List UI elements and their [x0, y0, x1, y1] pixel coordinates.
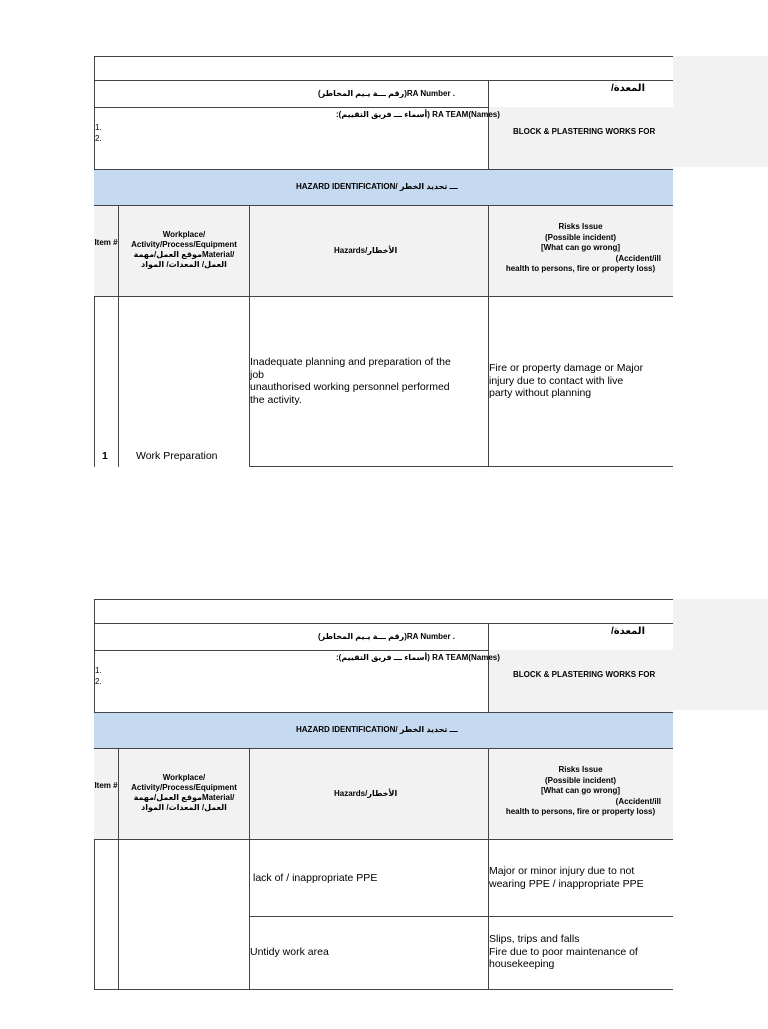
- divider: [94, 296, 673, 297]
- row-risks: Fire or property damage or Major injury due to contact with live party without planning: [489, 362, 644, 399]
- team-member-1: 1.: [95, 123, 102, 132]
- divider: [94, 107, 488, 108]
- form-page-2: [0, 599, 768, 1029]
- row-workplace: Work Preparation: [136, 450, 218, 462]
- col-risks-header: Risks Issue (Possible incident) [What can go wrong] (Accident/ill health to persons, fire or property loss): [505, 765, 661, 816]
- ra-number-label: (رقم ـــة يـيم المخاطر)RA Number .: [318, 632, 456, 641]
- divider: [488, 80, 489, 169]
- divider: [94, 599, 673, 600]
- row-hazards: Inadequate planning and preparation of the job unauthorised working personnel performed the activity.: [250, 356, 451, 406]
- divider: [94, 623, 673, 624]
- row-hazards: Untidy work area: [250, 946, 329, 958]
- team-member-2: 2.: [95, 134, 102, 143]
- equipment-label: /المعدة: [611, 626, 645, 637]
- divider: [94, 56, 673, 57]
- grey-margin: [673, 56, 768, 167]
- work-title-cell: [488, 650, 673, 712]
- divider: [94, 650, 488, 651]
- ra-number-label: (رقم ـــة يـيم المخاطر)RA Number .: [318, 89, 456, 98]
- ra-team-label: :(أسماء ـــ فريق التقييم) RA TEAM(Names): [336, 110, 500, 119]
- divider: [250, 916, 673, 917]
- section-title: HAZARD IDENTIFICATION/ ـــ تحديد الخطر: [296, 182, 458, 191]
- col-item-header: Item #: [94, 781, 118, 790]
- equipment-label: /المعدة: [611, 83, 645, 94]
- divider: [488, 206, 489, 467]
- col-item-header: Item #: [94, 238, 118, 247]
- team-member-2: 2.: [95, 677, 102, 686]
- row-risks: Slips, trips and falls Fire due to poor maintenance of housekeeping: [489, 933, 638, 970]
- grey-margin: [673, 599, 768, 710]
- work-title-cell: [488, 107, 673, 169]
- divider: [249, 206, 250, 467]
- col-hazards-header: Hazards/الأخطار: [334, 789, 398, 798]
- row-hazards: lack of / inappropriate PPE: [253, 872, 378, 884]
- divider: [118, 749, 119, 990]
- col-hazards-header: Hazards/الأخطار: [334, 246, 398, 255]
- divider: [94, 839, 673, 840]
- work-title: BLOCK & PLASTERING WORKS FOR: [513, 670, 656, 679]
- divider: [118, 206, 119, 467]
- ra-team-label: :(أسماء ـــ فريق التقييم) RA TEAM(Names): [336, 653, 500, 662]
- section-title: HAZARD IDENTIFICATION/ ـــ تحديد الخطر: [296, 725, 458, 734]
- divider: [488, 623, 489, 712]
- col-workplace-header: Workplace/ Activity/Process/Equipment موقع العمل/مهمةMaterial/ العمل/ المعدات/ المواد: [131, 230, 237, 269]
- divider: [250, 466, 673, 467]
- divider: [94, 80, 673, 81]
- form-page-1: [0, 56, 768, 486]
- work-title: BLOCK & PLASTERING WORKS FOR: [513, 127, 656, 136]
- row-item-number: 1: [102, 450, 108, 462]
- col-risks-header: Risks Issue (Possible incident) [What can go wrong] (Accident/ill health to persons, fire or property loss): [505, 222, 661, 273]
- col-workplace-header: Workplace/ Activity/Process/Equipment موقع العمل/مهمةMaterial/ العمل/ المعدات/ المواد: [131, 773, 237, 812]
- section-header: [94, 712, 673, 749]
- row-risks: Major or minor injury due to not wearing PPE / inappropriate PPE: [489, 865, 644, 890]
- section-header: [94, 169, 673, 206]
- team-member-1: 1.: [95, 666, 102, 675]
- divider: [94, 989, 673, 990]
